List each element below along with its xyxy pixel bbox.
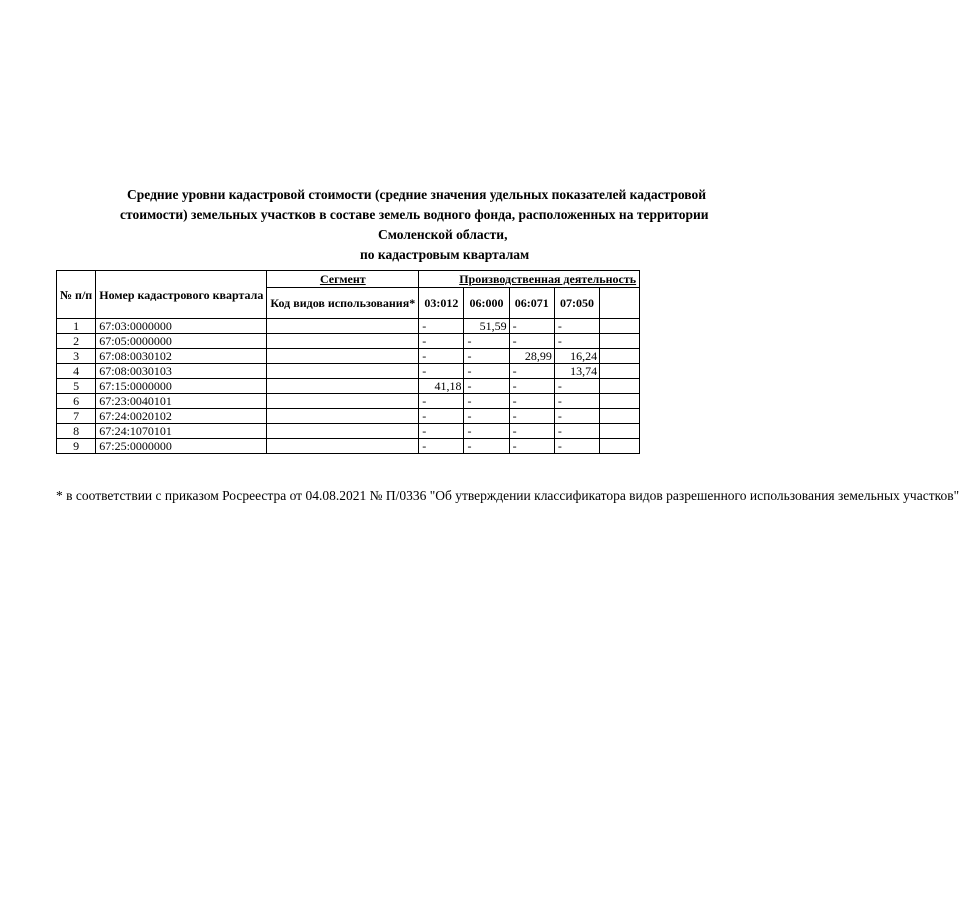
row-number: 3 [57,349,96,364]
row-quarter: 67:23:0040101 [96,394,267,409]
row-quarter: 67:08:0030102 [96,349,267,364]
row-value: - [419,424,464,439]
row-value-cut [600,394,640,409]
row-value: 28,99 [509,349,554,364]
row-segment [267,394,419,409]
row-value: - [419,394,464,409]
row-value: - [554,394,599,409]
header-segment: Сегмент [267,271,419,288]
row-value-cut [600,424,640,439]
table-row [57,424,640,439]
row-quarter: 67:15:0000000 [96,379,267,394]
table-row [57,439,640,454]
row-segment [267,349,419,364]
table-row [57,334,640,349]
row-value: - [554,334,599,349]
row-value: - [419,409,464,424]
row-value: - [509,424,554,439]
row-value-cut [600,349,640,364]
row-number: 4 [57,364,96,379]
row-value: - [419,334,464,349]
row-value-cut [600,379,640,394]
header-code-5-cut [600,288,640,319]
row-number: 6 [57,394,96,409]
row-segment [267,424,419,439]
row-number: 9 [57,439,96,454]
row-quarter: 67:08:0030103 [96,364,267,379]
row-value: - [509,364,554,379]
header-code-1: 03:012 [419,288,464,319]
header-code: Код видов использования* [267,288,419,319]
row-value: 51,59 [464,319,509,334]
table-row [57,394,640,409]
table-row [57,379,640,394]
row-value-cut [600,439,640,454]
header-code-3: 06:071 [509,288,554,319]
row-number: 2 [57,334,96,349]
row-value: - [419,349,464,364]
row-value-cut [600,364,640,379]
row-segment [267,319,419,334]
row-segment [267,379,419,394]
row-number: 1 [57,319,96,334]
table-row [57,409,640,424]
header-code-2: 06:000 [464,288,509,319]
row-value: 16,24 [554,349,599,364]
header-num: № п/п [57,271,96,319]
row-value: - [554,379,599,394]
header-quarter: Номер кадастрового квартала [96,271,267,319]
row-value: - [464,349,509,364]
row-value: - [509,439,554,454]
table-row [57,349,640,364]
row-value: - [554,319,599,334]
row-segment [267,439,419,454]
row-value: - [554,424,599,439]
row-value: - [509,379,554,394]
row-value: - [464,364,509,379]
row-number: 8 [57,424,96,439]
row-value: 13,74 [554,364,599,379]
title-line-2: стоимости) земельных участков в составе земель водного фонда, расположенных на территории [120,207,709,222]
row-value: - [419,319,464,334]
row-value: - [464,409,509,424]
header-production: Производственная деятельность [419,271,640,288]
footnote: * в соответствии с приказом Росреестра от 04.08.2021 № П/0336 "Об утверждении классификатора видов разрешенного использования земельных участков" [56,488,959,503]
row-quarter: 67:24:1070101 [96,424,267,439]
row-value-cut [600,409,640,424]
row-number: 5 [57,379,96,394]
row-value: - [554,439,599,454]
row-segment [267,334,419,349]
row-segment [267,364,419,379]
row-quarter: 67:25:0000000 [96,439,267,454]
cadastral-value-table [56,270,640,454]
row-quarter: 67:05:0000000 [96,334,267,349]
row-value: - [464,424,509,439]
row-value: - [464,439,509,454]
row-quarter: 67:03:0000000 [96,319,267,334]
row-value: - [464,379,509,394]
row-segment [267,409,419,424]
row-value-cut [600,319,640,334]
row-value: - [464,394,509,409]
cadastral-table-container [56,270,637,454]
row-value: - [509,394,554,409]
title-line-4: по кадастровым кварталам [360,247,530,262]
table-body [57,319,640,454]
header-code-4: 07:050 [554,288,599,319]
row-value: 41,18 [419,379,464,394]
table-row [57,364,640,379]
row-value: - [509,334,554,349]
row-value: - [509,409,554,424]
row-quarter: 67:24:0020102 [96,409,267,424]
row-value: - [419,439,464,454]
row-number: 7 [57,409,96,424]
row-value: - [554,409,599,424]
row-value: - [509,319,554,334]
row-value-cut [600,334,640,349]
row-value: - [419,364,464,379]
title-line-1: Средние уровни кадастровой стоимости (средние значения удельных показателей кадастровой [127,187,707,202]
row-value: - [464,334,509,349]
title-line-3: Смоленской области, [378,227,508,242]
table-row [57,319,640,334]
